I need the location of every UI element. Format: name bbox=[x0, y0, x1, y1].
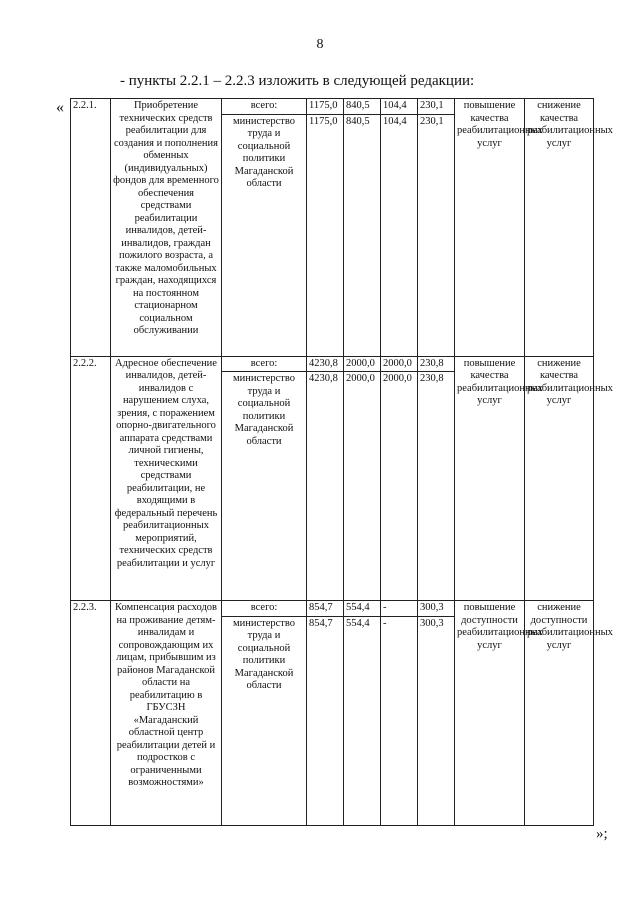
page-number: 8 bbox=[316, 37, 324, 52]
total-value: - bbox=[381, 601, 418, 617]
program-table bbox=[70, 98, 613, 826]
executor-name: министерство труда и социальной политики Магаданской области bbox=[222, 114, 307, 356]
total-value: 1175,0 bbox=[307, 99, 344, 115]
row-description: Компенсация расходов на проживание детям-инвалидам и сопровождающим их лицам, прибывшим из районов Магаданской области на реабилитацию в ГБУСЗН «Магаданский областной центр реабилитации детей и подростков с ограниченными возможностями» bbox=[111, 601, 222, 826]
risk-indicator: снижение качества реабилитационных услуг bbox=[525, 356, 594, 601]
executor-value: 104,4 bbox=[381, 114, 418, 356]
total-value: 4230,8 bbox=[307, 356, 344, 372]
executor-value: 2000,0 bbox=[344, 372, 381, 601]
close-quote: »; bbox=[596, 826, 608, 842]
table-row-2-2-3 bbox=[71, 601, 594, 617]
executor-value: 1175,0 bbox=[307, 114, 344, 356]
executor-value: 554,4 bbox=[344, 616, 381, 825]
table-row-2-2-1 bbox=[71, 99, 594, 115]
total-label: всего: bbox=[222, 601, 307, 617]
expected-result: повышение качества реабилитационных услуг bbox=[455, 99, 525, 357]
total-value: 104,4 bbox=[381, 99, 418, 115]
executor-name: министерство труда и социальной политики Магаданской области bbox=[222, 372, 307, 601]
executor-value: 230,8 bbox=[418, 372, 455, 601]
executor-value: 854,7 bbox=[307, 616, 344, 825]
total-value: 2000,0 bbox=[344, 356, 381, 372]
executor-name: министерство труда и социальной политики Магаданской области bbox=[222, 616, 307, 825]
total-label: всего: bbox=[222, 356, 307, 372]
executor-value: 230,1 bbox=[418, 114, 455, 356]
row-code: 2.2.3. bbox=[71, 601, 111, 826]
total-value: 300,3 bbox=[418, 601, 455, 617]
risk-indicator: снижение качества реабилитационных услуг bbox=[525, 99, 594, 357]
total-value: 840,5 bbox=[344, 99, 381, 115]
expected-result: повышение доступности реабилитационных услуг bbox=[455, 601, 525, 826]
row-description: Адресное обеспечение инвалидов, детей-инвалидов с нарушением слуха, зрения, с поражением опорно-двигательного аппарата средствами личной гигиены, техническими средствами реабилитации, не входящими в федеральный перечень реабилитационных мероприятий, технических средств реабилитации и услуг bbox=[111, 356, 222, 601]
total-value: 554,4 bbox=[344, 601, 381, 617]
total-value: 854,7 bbox=[307, 601, 344, 617]
total-label: всего: bbox=[222, 99, 307, 115]
executor-value: - bbox=[381, 616, 418, 825]
executor-value: 2000,0 bbox=[381, 372, 418, 601]
total-value: 230,1 bbox=[418, 99, 455, 115]
total-value: 2000,0 bbox=[381, 356, 418, 372]
executor-value: 300,3 bbox=[418, 616, 455, 825]
table-row-2-2-2 bbox=[71, 356, 594, 372]
open-quote: « bbox=[56, 99, 64, 116]
row-code: 2.2.1. bbox=[71, 99, 111, 357]
expected-result: повышение качества реабилитационных услуг bbox=[455, 356, 525, 601]
intro-text: - пункты 2.2.1 – 2.2.3 изложить в следующей редакции: bbox=[120, 73, 475, 89]
executor-value: 4230,8 bbox=[307, 372, 344, 601]
total-value: 230,8 bbox=[418, 356, 455, 372]
risk-indicator: снижение доступности реабилитационных услуг bbox=[525, 601, 594, 826]
executor-value: 840,5 bbox=[344, 114, 381, 356]
row-code: 2.2.2. bbox=[71, 356, 111, 601]
row-description: Приобретение технических средств реабилитации для создания и пополнения обменных (индивидуальных) фондов для временного обеспечения средствами реабилитации инвалидов, детей-инвалидов, граждан пожилого возраста, а также маломобильных граждан, находящихся на постоянном стационарном социальном обслуживании bbox=[111, 99, 222, 357]
